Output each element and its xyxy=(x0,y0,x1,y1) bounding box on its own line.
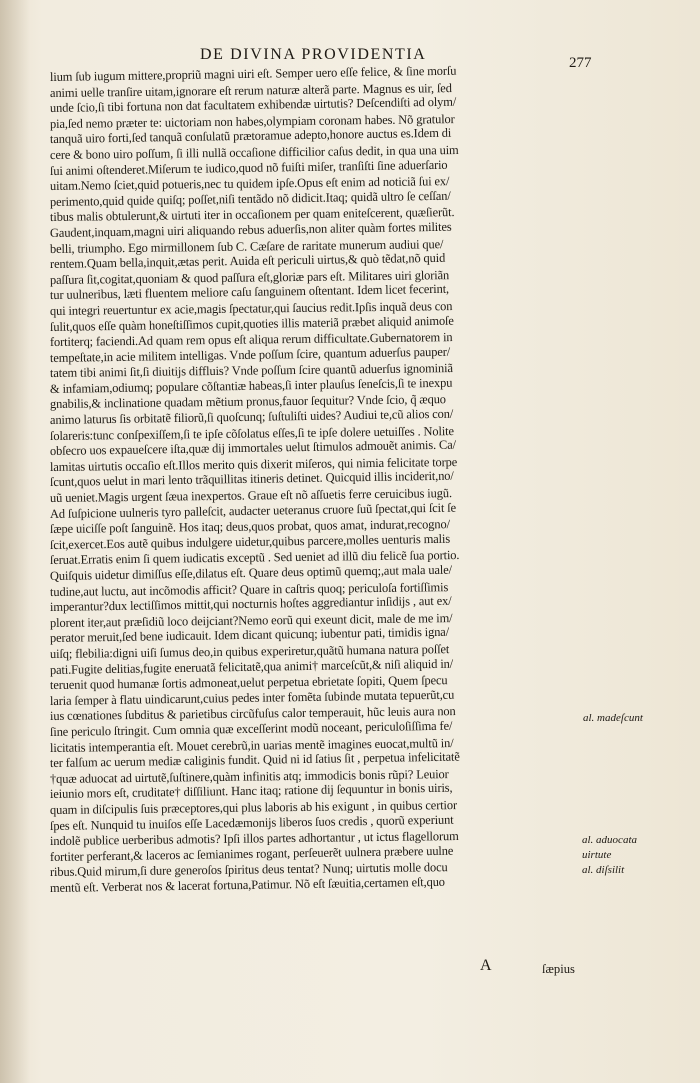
text-line: quam in diſcipulis ſuis præceptores,qui plus laboris ab his exigunt , in quibus certior xyxy=(49,797,458,817)
text-line: ſine periculo ſtringit. Cum omnia quæ exceſſerint modũ noceant, periculoſiſſima fe/ xyxy=(49,718,453,739)
text-line: uiſq; flebilia:digni uiſi ſumus deo,in quibus experiretur,quãtũ humana natura poſſet xyxy=(49,642,450,661)
catchword: ſæpius xyxy=(542,962,575,976)
text-line: fortiter perferant,& laceros ac ſemianimes rogant, perſeuerẽt uulnera præbere uulne xyxy=(49,843,454,864)
text-line: qui integri reuertuntur ex acie,magis ſpectatur,qui ſaucius redit.Ipſis inquã deus con xyxy=(49,298,453,318)
text-line: laria ſemper à flatu uindicarunt,cuius pedes inter fomẽta ſubinde mutata tepuerũt,cu xyxy=(49,687,455,708)
text-line: ſcit,exercet.Eos autẽ quibus indulgere uidetur,quibus parcere,molles uenturis malis xyxy=(49,531,451,552)
text-line: animo laturus ſis orbitatẽ filiorũ,ſi quoſcunq; ſuſtuliſti uides? Audiui te,cũ alios con/ xyxy=(49,406,454,428)
text-line: uũ ueniet.Magis urgent ſæua inexpertos. Graue eſt nõ aſſuetis ferre ceruicibus iugũ. xyxy=(49,486,452,506)
running-title: DE DIVINA PROVIDENTIA xyxy=(200,46,427,63)
text-line: perimento,quid quide quiſq; poſſet,niſi tentãdo nõ didicit.Itaq; quidã ultro ſe ceſſan/ xyxy=(49,188,451,209)
text-line: mentũ eſt. Verberat nos & lacerat fortuna,Patimur. Nõ eſt ſæuitia,certamen eſt,quo xyxy=(49,874,445,895)
text-line: licitatis intemperantia eſt. Mouet cerebrũ,in uarias mentẽ imagines euocat,multũ in/ xyxy=(49,735,454,755)
text-line: gnabilis,& inclinatione quadam mẽtium pronus,fauor ſequitur? Vnde ſcio, q̃ æquo xyxy=(49,392,446,412)
text-line: pia,ſed nemo præter te: uictoriam non habes,olympiam coronam habes. Nõ gratulor xyxy=(49,111,455,131)
margin-note-madescunt: al. madeſcunt xyxy=(583,712,643,724)
text-line: ſulit,quos eſſe quàm honeſtiſſimos cupit,quoties illis materiã præbet aliquid animoſe xyxy=(49,313,454,334)
text-line: lamitas uirtutis occaſio eſt.Illos merito quis dixerit miſeros, qui nimia felicitate torpe xyxy=(49,454,458,474)
text-line: perator meruit,ſed bene iudicauit. Idem dicant quicunq; iubentur pati, timidis igna/ xyxy=(49,625,450,646)
text-line: tur uulneribus, læti fluentem meliore caſu ſanguinem oſtentant. Idem licet fecerint, xyxy=(49,282,450,303)
text-line: ſpes eſt. Nunquid tu inuiſos eſſe Lacedæmonijs liberos ſuos credis , quorũ experiunt xyxy=(49,812,454,833)
text-line: Ad ſuſpicione uulneris tyro palleſcit, audacter ueteranus cruore ſuũ ſpectat,qui ſcit ſe xyxy=(49,500,457,521)
text-line: ius cœnationes ſubditus & parietibus circũfuſus calor temperauit, hũc leuis aura non xyxy=(49,704,456,724)
margin-note-dissilit: al. diſsilit xyxy=(582,864,625,876)
text-line: cere & bono uiro poſſum, ſi illi nullã occaſione difficilior caſus dedit, in qua una uim xyxy=(49,142,459,162)
text-line: paſſura ſit,cogitat,quoniam & quod paſſura eſt,gloriæ pars eſt. Militares uiri gloriãn xyxy=(49,267,450,287)
text-line: Quiſquis uidetur dimiſſus eſſe,dilatus eſt. Quare deus optimũ quemq;,aut mala uale/ xyxy=(49,562,453,583)
text-line: †quæ aduocat ad uirtutẽ,ſuſtinere,quàm infinitis atq; immodicis bonis rũpi? Leuior xyxy=(49,766,449,786)
text-line: ieiunio mors eſt, cruditate† diſſiliunt. Hanc itaq; ratione dij ſequuntur in bonis uiris, xyxy=(49,780,453,802)
text-line: obſecro uos expaueſcere iſta,quæ dij immortales uelut ſtimulos admouẽt animis. Ca/ xyxy=(49,437,456,459)
text-line: tanquã uiro forti,ſed tanquã conſulatũ prætoramue adepto,honore auctus es.Idem di xyxy=(49,126,452,147)
text-line: ſæpe uiciſſe poſt ſanguinẽ. Hos itaq; deus,quos probat, quos amat, indurat,recogno/ xyxy=(49,517,450,537)
text-line: ſcunt,quos uelut in mari lento trãquillitas itineris detinet. Quicquid illis inciderit,no/ xyxy=(49,469,454,490)
text-line: tibus malis obtulerunt,& uirtuti iter in occaſionem per quam eniteſcerent, quæſierũt. xyxy=(49,205,455,225)
page-number: 277 xyxy=(569,55,592,71)
text-line: unde ſcio,ſi tibi fortuna non dat facultatem exhibendæ uirtutis? Deſcendiſti ad olym/ xyxy=(49,94,457,116)
text-line: tatem tibi animi ſit,ſi diuitijs diffluis? Vnde poſſum ſcire quantũ aduerſus ignominiã xyxy=(49,361,453,381)
text-line: pati.Fugite delitias,fugite eneruatã felicitatẽ,qua animi† marceſcũt,& niſi aliquid in/ xyxy=(49,656,454,677)
margin-note-aduocata: al. aduocata xyxy=(582,834,637,846)
text-line: lium ſub iugum mittere,propriũ magni uiri eſt. Semper uero eſſe felice, & ſine morſu xyxy=(49,63,457,84)
text-line: imperantur?dux lectiſſimos mittit,qui nocturnis hoſtes aggrediantur inſidijs , aut ex/ xyxy=(49,593,452,615)
gutter-shadow xyxy=(0,0,30,1083)
text-line: ſolareris:tunc conſpexiſſem,ſi te ipſe cõſolatus eſſes,ſi te ipſe dolere uetuiſſes . Nolite xyxy=(49,423,454,443)
text-line: ſui animi oſtenderet.Miſerum te iudico,quod nõ fuiſti miſer, tranſiſti ſine aduerſario xyxy=(49,157,448,178)
text-line: uitam.Nemo ſciet,quid potueris,nec tu quidem ipſe.Opus eſt enim ad noticiã ſui ex/ xyxy=(49,174,450,194)
text-line: tempeſtate,in acie militem intelligas. Vnde poſſum ſcire, quantum aduerſus pauper/ xyxy=(49,344,451,365)
text-line: ſeruat.Erratis enim ſi quem iudicatis exceptũ . Sed ueniet ad illũ diu felicẽ ſua portio. xyxy=(49,548,460,568)
text-line: teruenit quod humanæ ſortis admoneat,uelut perpetua ebrietate ſopiti, Quem ſpecu xyxy=(49,673,448,693)
text-line: animi uelle tranſire uitam,ignorare eſt rerum naturæ alterã parte. Magnus es uir, ſed xyxy=(49,80,452,100)
text-line: indolẽ publice uerberibus admotis? Ipſi illos partes adhortantur , ut ictus flagellorum xyxy=(49,829,459,849)
text-line: fortiterq; faciendi.Ad quam rem opus eſt aliqua rerum difficultate.Gubernatorem in xyxy=(49,330,453,350)
text-line: plorent iter,aut præſidiũ loco deijciant?Nemo eorũ qui exeunt dicit, male de me im/ xyxy=(49,610,453,630)
text-line: ribus.Quid mirum,ſi dure generoſos ſpiritus deus tentat? Nunq; uirtutis molle docu xyxy=(49,860,448,880)
text-line: belli, triumpho. Ego mirmillonem ſub C. Cæſare de raritate munerum audiui que/ xyxy=(49,236,444,256)
margin-note-uirtute: uirtute xyxy=(582,849,612,861)
text-line: tudine,aut luctu, aut incõmodis afficit? Quare in caſtris quoq; periculoſa fortiſſimis xyxy=(49,579,449,599)
text-line: Gaudent,inquam,magni uiri aliquando rebus aduerſis,non aliter quàm fortes milites xyxy=(49,219,452,240)
text-line: rentem.Quam bella,inquit,ætas perit. Auida eſt periculi uirtus,& quò tẽdat,nõ quid xyxy=(49,250,446,272)
text-line: ter falſum ac uerum mediæ caliginis fundit. Quid ni id ſatius ſit , perpetua infelicitatẽ xyxy=(49,749,460,771)
text-line: & infamiam,odiumq; populare cõſtantiæ habeas,ſi inter plauſus ſeneſcis,ſi te inexpu xyxy=(49,375,453,396)
signature-mark: A xyxy=(480,957,492,974)
